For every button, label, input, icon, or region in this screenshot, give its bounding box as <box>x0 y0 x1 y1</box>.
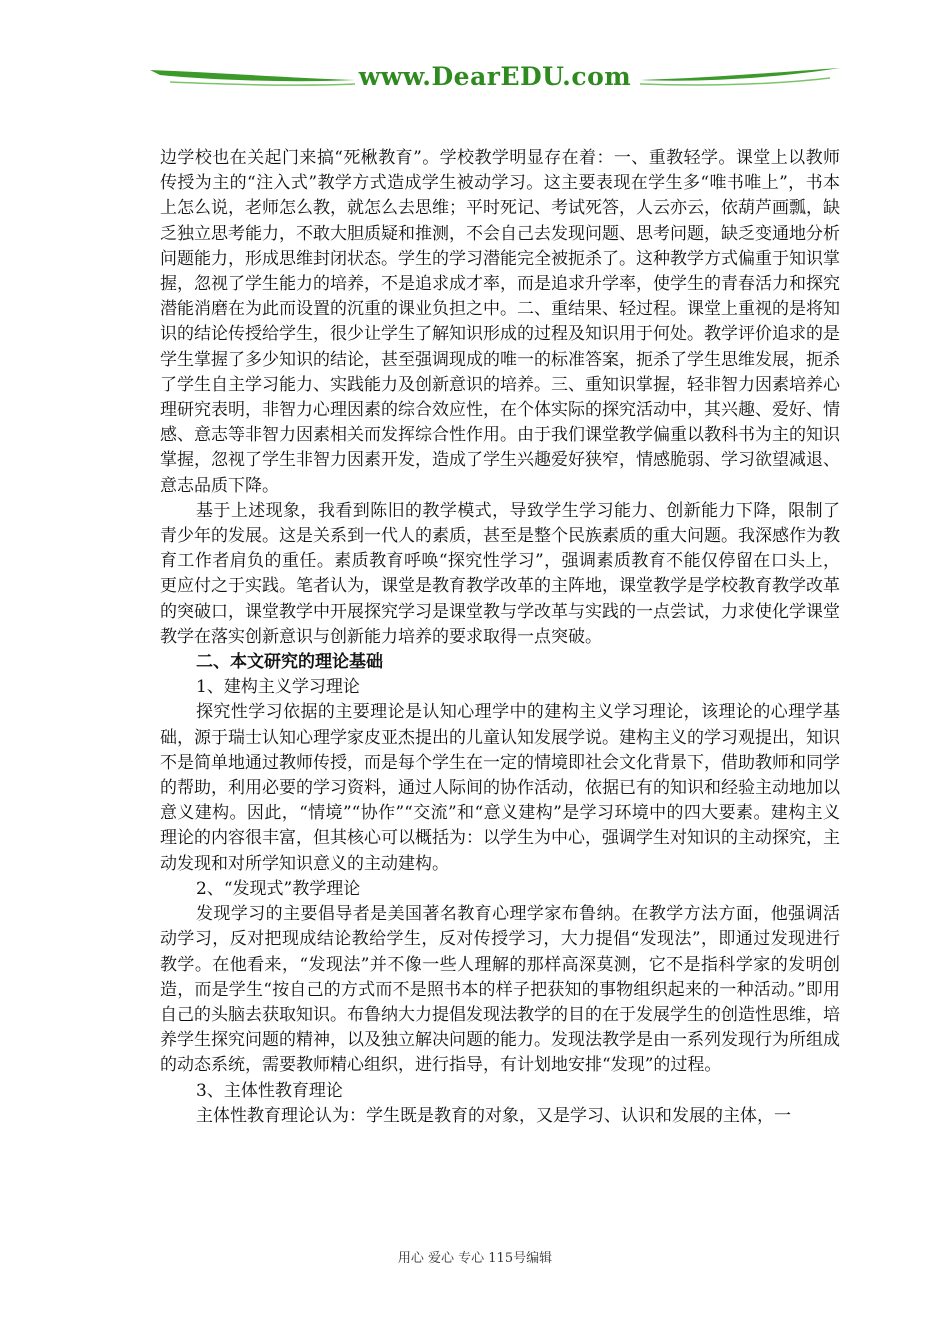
paragraph: 基于上述现象，我看到陈旧的教学模式，导致学生学习能力、创新能力下降，限制了青少年的发展。这是关系到一代人的素质，甚至是整个民族素质的重大问题。我深感作为教育工作者肩负的重任。素质教育呼唤“探究性学习”，强调素质教育不能仅停留在口头上，更应付之于实践。笔者认为，课堂是教育教学改革的主阵地，课堂教学是学校教育教学改革的突破口，课堂教学中开展探究学习是课堂教与学改革与实践的一点尝试，力求使化学课堂教学在落实创新意识与创新能力培养的要求取得一点突破。 <box>160 500 840 647</box>
paragraph: 探究性学习依据的主要理论是认知心理学中的建构主义学习理论，该理论的心理学基础，源于瑞士认知心理学家皮亚杰提出的儿童认知发展学说。建构主义的学习观提出，知识不是简单地通过教师传授，而是每个学生在一定的情境即社会文化背景下，借助教师和同学的帮助，利用必要的学习资料，通过人际间的协作活动，依据已有的知识和经验主动地加以意义建构。因此，“情境”“协作”“交流”和“意义建构”是学习环境中的四大要素。建构主义理论的内容很丰富，但其核心可以概括为：以学生为中心，强调学生对知识的主动探究，主动发现和对所学知识意义的主动建构。 <box>160 702 840 874</box>
site-logo: www.DearEDU.com <box>358 62 632 91</box>
subsection-heading: 2、“发现式”教学理论 <box>196 878 361 899</box>
paragraph: 边学校也在关起门来搞“死楸教育”。学校教学明显存在着：一、重教轻学。课堂上以教师传授为主的“注入式”教学方式造成学生被动学习。这主要表现在学生多“唯书唯上”，书本上怎么说，老师怎么教，就怎么去思维；平时死记、考试死答，人云亦云，依葫芦画瓢，缺乏独立思考能力，不敢大胆质疑和推测，不会自己去发现问题、思考问题，缺乏变通地分析问题能力，形成思维封闭状态。学生的学习潜能完全被扼杀了。这种教学方式偏重于知识掌握，忽视了学生能力的培养，不是追求成才率，而是追求升学率，使学生的青春活力和探究潜能消磨在为此而设置的沉重的课业负担之中。二、重结果、轻过程。课堂上重视的是将知识的结论传授给学生，很少让学生了解知识形成的过程及知识用于何处。教学评价追求的是学生掌握了多少知识的结论，甚至强调现成的唯一的标准答案，扼杀了学生思维发展，扼杀了学生自主学习能力、实践能力及创新意识的培养。三、重知识掌握，轻非智力因素培养心理研究表明，非智力心理因素的综合效应性，在个体实际的探究活动中，其兴趣、爱好、情感、意志等非智力因素相关而发挥综合性作用。由于我们课堂教学偏重以教科书为主的知识掌握，忽视了学生非智力因素开发，造成了学生兴趣爱好狭窄，情感脆弱、学习欲望减退、意志品质下降。 <box>160 148 840 496</box>
subsection-heading: 1、建构主义学习理论 <box>196 677 360 698</box>
paragraph: 发现学习的主要倡导者是美国著名教育心理学家布鲁纳。在教学方法方面，他强调活动学习，反对把现成结论教给学生，反对传授学习，大力提倡“发现法”，即通过发现进行教学。在他看来，“发现法”并不像一些人理解的那样高深莫测，它不是指科学家的发明创造，而是学生“按自己的方式而不是照书本的样子把获知的事物组织起来的一种活动。”即用自己的头脑去获取知识。布鲁纳大力提倡发现法教学的目的在于发展学生的创造性思维，培养学生探究问题的精神，以及独立解决问题的能力。发现法教学是由一系列发现行为所组成的动态系统，需要教师精心组织，进行指导，有计划地安排“发现”的过程。 <box>160 904 840 1076</box>
article-body <box>160 146 840 1129</box>
page-footer: 用心 爱心 专心 115号编辑 <box>397 1251 553 1266</box>
page-header <box>150 58 840 98</box>
section-heading: 二、本文研究的理论基础 <box>196 652 383 673</box>
paragraph: 主体性教育理论认为：学生既是教育的对象，又是学习、认识和发展的主体，一 <box>196 1105 791 1126</box>
subsection-heading: 3、主体性教育理论 <box>196 1080 343 1101</box>
